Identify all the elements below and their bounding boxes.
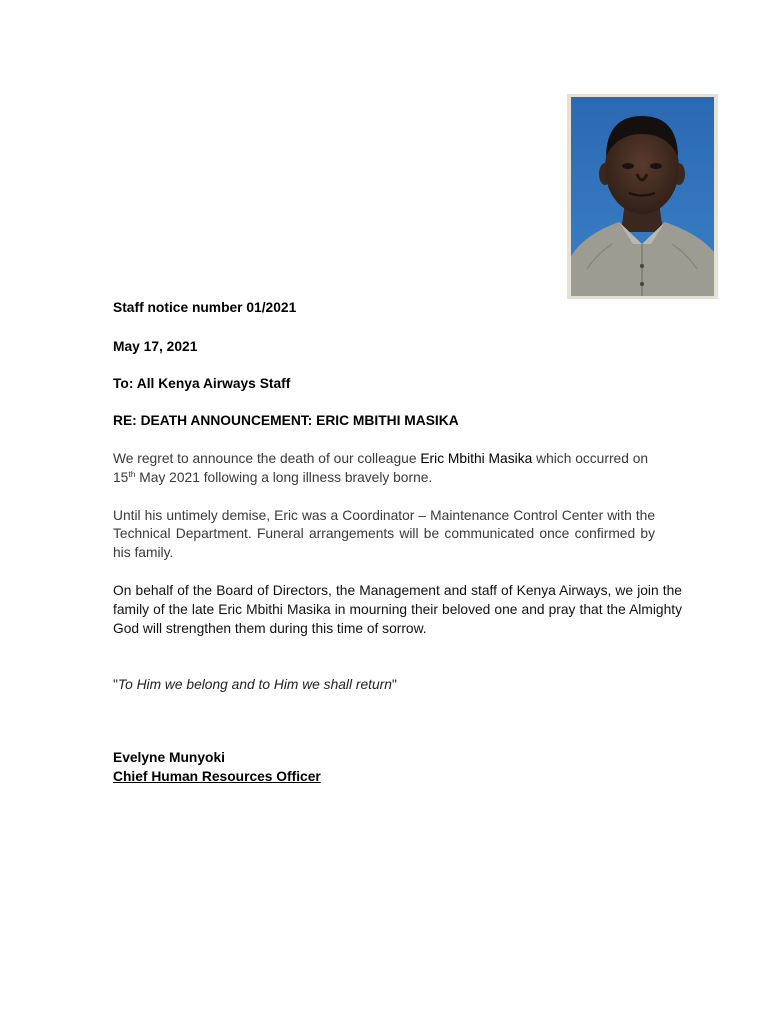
paragraph-condolence <box>113 581 682 638</box>
paragraph-line: On behalf of the Board of Directors, the Management and staff of Kenya Airways, we join the <box>113 583 682 598</box>
date-day: 15 <box>113 469 129 485</box>
notice-number: Staff notice number 01/2021 <box>113 300 297 315</box>
signatory-title: Chief Human Resources Officer <box>113 769 321 784</box>
paragraph-role <box>113 507 655 562</box>
quote-text: To Him we belong and to Him we shall return <box>117 677 392 692</box>
paragraph-line: Technical Department. Funeral arrangements will be communicated once confirmed by <box>113 526 655 542</box>
signatory-name: Evelyne Munyoki <box>113 750 225 765</box>
recipients-line: To: All Kenya Airways Staff <box>113 376 291 391</box>
line-text: We regret to announce the death of our colleague <box>113 451 421 466</box>
paragraph-announcement <box>113 450 655 487</box>
notice-date: May 17, 2021 <box>113 339 198 354</box>
colleague-name: Eric Mbithi Masika <box>420 451 533 466</box>
subject-line: RE: DEATH ANNOUNCEMENT: ERIC MBITHI MASIKA <box>113 413 459 428</box>
paragraph-line: Until his untimely demise, Eric was a Coordinator – Maintenance Control Center with the <box>113 508 655 523</box>
paragraph-line <box>113 450 655 469</box>
staff-photo <box>567 94 718 299</box>
ordinal-suffix: th <box>128 468 136 479</box>
quote-line <box>113 676 397 695</box>
paragraph-line: his family. <box>113 544 174 560</box>
quote-close-mark: " <box>391 677 397 692</box>
paragraph-line: family of the late Eric Mbithi Masika in mourning their beloved one and pray that the Almighty <box>113 602 682 617</box>
quote-open-mark: " <box>113 677 118 692</box>
paragraph-line: God will strengthen them during this time of sorrow. <box>113 621 427 636</box>
line-text: May 2021 following a long illness bravely borne. <box>135 469 433 485</box>
paragraph-line <box>113 469 655 488</box>
line-text: which occurred on <box>532 451 649 466</box>
